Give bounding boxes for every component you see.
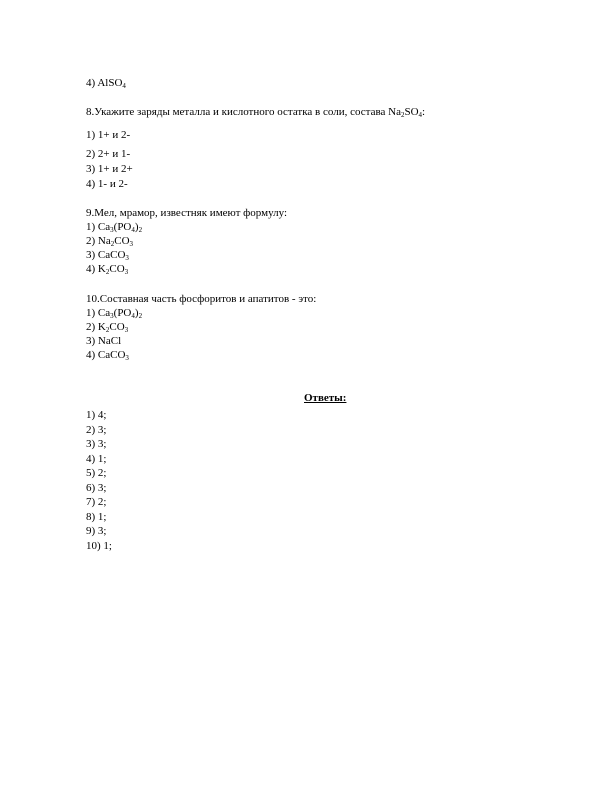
subscript: 2: [110, 240, 115, 248]
option-number: 4): [86, 349, 96, 361]
text-segment: ): [134, 307, 139, 319]
text-segment: 2+ и 1-: [97, 148, 131, 160]
text-segment: NaCl: [97, 335, 122, 347]
subscript: 3: [110, 312, 114, 320]
option-number: 1): [86, 221, 96, 233]
subscript: 2: [105, 326, 110, 334]
option-text: [98, 249, 129, 261]
option-text: [98, 178, 128, 190]
answer-item: 3) 3;: [86, 438, 107, 450]
answer-item: 9) 3;: [86, 525, 107, 537]
option-text: [98, 321, 128, 333]
option-text: [97, 77, 126, 89]
text-segment: K: [97, 321, 106, 333]
text-segment: CO: [114, 235, 130, 247]
answer-item: 5) 2;: [86, 467, 107, 479]
option-text: [98, 307, 142, 319]
q8-option-3: [86, 164, 133, 175]
q9-option-2: [86, 236, 133, 247]
text-segment: 1- и 2-: [97, 178, 128, 190]
subscript: 2: [400, 111, 405, 119]
option-text: [98, 335, 121, 347]
text-segment: CO: [109, 321, 125, 333]
subscript: 3: [110, 226, 114, 234]
option-number: 2): [86, 235, 96, 247]
text-segment: 9.Мел, мрамор, известняк имеют формулу:: [86, 207, 288, 219]
text-segment: Ca: [97, 307, 111, 319]
answer-item: 1) 4;: [86, 409, 107, 421]
subscript: 4: [122, 82, 126, 90]
option-text: [98, 163, 133, 175]
question-9-text: [86, 208, 287, 219]
text-segment: Na: [97, 235, 111, 247]
answer-item: 4) 1;: [86, 452, 107, 465]
option-number: 1): [86, 129, 96, 141]
option-text: [98, 349, 129, 361]
question-10-text: [86, 294, 316, 305]
text-segment: CaCO: [97, 349, 126, 361]
subscript: 4: [131, 312, 135, 320]
q10-option-3: [86, 336, 121, 347]
option-number: 1): [86, 307, 96, 319]
subscript: 2: [138, 226, 143, 234]
answer-item: 6) 3;: [86, 481, 107, 494]
q7-option-4: [86, 78, 126, 89]
option-text: [98, 263, 128, 275]
option-text: [98, 129, 130, 141]
option-number: 4): [86, 178, 96, 190]
text-segment: AlSO: [97, 77, 123, 89]
subscript: 3: [129, 240, 134, 248]
question-8-text: [86, 107, 425, 118]
subscript: 3: [125, 254, 129, 262]
subscript: 4: [131, 226, 135, 234]
option-number: 3): [86, 163, 96, 175]
answer-item: 7) 2;: [86, 496, 107, 508]
option-text: [98, 235, 133, 247]
text-segment: Ca: [97, 221, 111, 233]
text-segment: SO: [404, 106, 419, 118]
answer-item: 2) 3;: [86, 423, 107, 436]
subscript: 3: [125, 354, 129, 362]
q8-option-2: [86, 149, 130, 160]
text-segment: :: [422, 106, 426, 118]
option-text: [98, 221, 142, 233]
q9-option-3: [86, 250, 129, 261]
text-segment: ): [134, 221, 139, 233]
text-segment: (PO: [113, 221, 132, 233]
q8-option-4: [86, 179, 128, 190]
subscript: 3: [124, 268, 129, 276]
option-number: 2): [86, 148, 96, 160]
text-segment: 1+ и 2-: [97, 129, 131, 141]
q10-option-4: [86, 350, 129, 361]
q9-option-4: [86, 264, 128, 275]
subscript: 2: [105, 268, 110, 276]
text-segment: 1+ и 2+: [97, 163, 133, 175]
answer-item: 8) 1;: [86, 510, 107, 523]
option-number: 4): [86, 263, 96, 275]
text-segment: 10.Составная часть фосфоритов и апатитов - это:: [86, 293, 317, 305]
option-number: 3): [86, 249, 96, 261]
answer-item: 10) 1;: [86, 539, 112, 552]
option-text: [98, 148, 130, 160]
option-number: 4): [86, 77, 96, 89]
answers-heading: Ответы:: [304, 392, 347, 404]
subscript: 3: [124, 326, 129, 334]
q8-option-1: [86, 130, 130, 141]
text-segment: (PO: [113, 307, 132, 319]
text-segment: CaCO: [97, 249, 126, 261]
text-segment: 8.Укажите заряды металла и кислотного остатка в соли, состава Na: [86, 106, 401, 118]
q9-option-1: [86, 222, 142, 233]
q10-option-2: [86, 322, 128, 333]
subscript: 2: [138, 312, 143, 320]
text-segment: CO: [109, 263, 125, 275]
text-segment: K: [97, 263, 106, 275]
q10-option-1: [86, 308, 142, 319]
option-number: 2): [86, 321, 96, 333]
subscript: 4: [418, 111, 423, 119]
option-number: 3): [86, 335, 96, 347]
